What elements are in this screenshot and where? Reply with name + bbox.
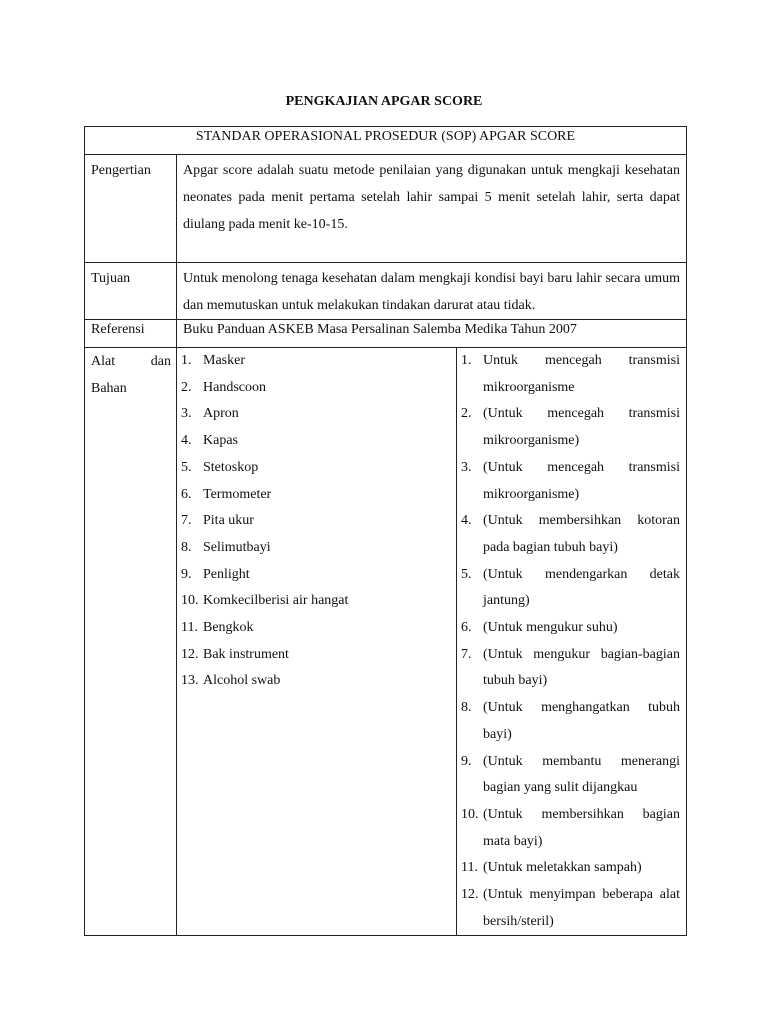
list-item: [181, 642, 452, 669]
label-alat: Alat: [91, 354, 116, 369]
list-item: [461, 642, 680, 695]
text-referensi: Buku Panduan ASKEB Masa Persalinan Salemba Medika Tahun 2007: [177, 320, 687, 348]
list-item-text: Pita ukur: [203, 513, 254, 529]
equipment-list: [181, 348, 452, 695]
list-item-number: 10.: [181, 593, 199, 609]
purpose-list: [461, 348, 680, 935]
list-item-text: (Untuk menyimpan beberapa alat bersih/steril): [483, 887, 680, 929]
list-item-text: (Untuk membersihkan bagian mata bayi): [483, 806, 680, 849]
list-item: [461, 455, 680, 508]
list-item: [461, 401, 680, 454]
list-item-number: 10.: [461, 806, 479, 822]
document-title: PENGKAJIAN APGAR SCORE: [285, 94, 483, 109]
list-item: [461, 508, 680, 561]
label-tujuan: Tujuan: [85, 263, 177, 320]
list-item-text: Bak instrument: [203, 646, 289, 662]
list-item: [181, 668, 452, 695]
list-item-number: 3.: [181, 406, 192, 422]
list-item-text: (Untuk meletakkan sampah): [483, 860, 642, 876]
list-item-number: 3.: [461, 459, 472, 475]
table-header: STANDAR OPERASIONAL PROSEDUR (SOP) APGAR SCORE: [85, 127, 687, 155]
list-item-number: 9.: [181, 566, 192, 582]
list-item-number: 1.: [181, 353, 192, 368]
list-item-number: 11.: [461, 860, 478, 876]
purpose-list-cell: [457, 348, 687, 936]
row-alat-bahan: [85, 348, 687, 936]
sop-table: [84, 126, 687, 936]
label-bahan: Bahan: [91, 381, 127, 396]
list-item: [461, 749, 680, 802]
row-referensi: [85, 320, 687, 348]
list-item-text: Alcohol swab: [203, 673, 281, 689]
list-item: [461, 695, 680, 748]
list-item: [461, 802, 680, 855]
list-item-number: 12.: [181, 646, 199, 662]
list-item-text: Selimutbayi: [203, 539, 271, 555]
row-pengertian: [85, 155, 687, 263]
table-header-row: [85, 127, 687, 155]
text-tujuan: Untuk menolong tenaga kesehatan dalam mengkaji kondisi bayi baru lahir secara umum dan memutuskan untuk melakukan tindakan darurat atau tidak.: [177, 263, 687, 320]
list-item-text: (Untuk mengukur suhu): [483, 620, 618, 636]
row-tujuan: [85, 263, 687, 320]
list-item-number: 5.: [461, 566, 472, 582]
list-item-number: 5.: [181, 459, 192, 475]
list-item-number: 12.: [461, 887, 479, 903]
list-item-number: 7.: [181, 513, 192, 529]
list-item: [181, 428, 452, 455]
list-item-number: 4.: [461, 513, 472, 529]
list-item-text: (Untuk membantu menerangi bagian yang sulit dijangkau: [483, 753, 680, 796]
list-item-number: 1.: [461, 353, 472, 368]
list-item-number: 2.: [461, 406, 472, 422]
list-item: [181, 615, 452, 642]
list-item-text: Apron: [203, 406, 239, 422]
list-item-text: Penlight: [203, 566, 250, 582]
list-item: [461, 882, 680, 935]
list-item-text: Stetoskop: [203, 459, 259, 475]
list-item-number: 6.: [461, 620, 472, 636]
list-item: [181, 348, 452, 375]
list-item: [181, 455, 452, 482]
list-item: [181, 535, 452, 562]
list-item-text: (Untuk mencegah transmisi mikroorganisme): [483, 459, 680, 502]
list-item: [181, 375, 452, 402]
list-item-text: Masker: [203, 353, 245, 368]
list-item-text: (Untuk mendengarkan detak jantung): [483, 566, 680, 609]
list-item: [181, 588, 452, 615]
list-item: [461, 615, 680, 642]
list-item-text: Termometer: [203, 486, 272, 502]
list-item: [461, 348, 680, 401]
label-alat-bahan: [85, 348, 177, 936]
list-item-number: 9.: [461, 753, 472, 769]
list-item: [461, 855, 680, 882]
label-alat-dan: [91, 348, 171, 375]
list-item-text: (Untuk menghangatkan tubuh bayi): [483, 700, 680, 742]
list-item: [181, 562, 452, 589]
list-item: [181, 508, 452, 535]
text-pengertian: Apgar score adalah suatu metode penilaian yang digunakan untuk mengkaji kesehatan neonates pada menit pertama setelah lahir sampai 5 menit setelah lahir, serta dapat diulang pada menit ke-10-15.: [177, 155, 687, 263]
list-item: [461, 562, 680, 615]
list-item-number: 8.: [461, 700, 472, 716]
list-item-text: (Untuk mencegah transmisi mikroorganisme): [483, 406, 680, 449]
list-item-number: 7.: [461, 646, 472, 662]
list-item-text: (Untuk mengukur bagian-bagian tubuh bayi): [483, 646, 680, 689]
list-item-text: Bengkok: [203, 620, 254, 636]
label-pengertian: Pengertian: [85, 155, 177, 263]
list-item-text: Komkecilberisi air hangat: [203, 593, 349, 609]
list-item-text: Kapas: [203, 433, 238, 449]
list-item-number: 6.: [181, 486, 192, 502]
list-item-text: (Untuk membersihkan kotoran pada bagian tubuh bayi): [483, 513, 680, 555]
list-item-number: 8.: [181, 539, 192, 555]
list-item: [181, 482, 452, 509]
list-item-number: 13.: [181, 673, 199, 689]
label-dan: dan: [150, 354, 171, 369]
equipment-list-cell: [177, 348, 457, 936]
list-item-text: Untuk mencegah transmisi mikroorganisme: [483, 353, 680, 395]
list-item-number: 2.: [181, 379, 192, 395]
list-item: [181, 401, 452, 428]
label-referensi: Referensi: [85, 320, 177, 348]
list-item-number: 4.: [181, 433, 192, 449]
list-item-text: Handscoon: [203, 379, 266, 395]
list-item-number: 11.: [181, 620, 198, 636]
